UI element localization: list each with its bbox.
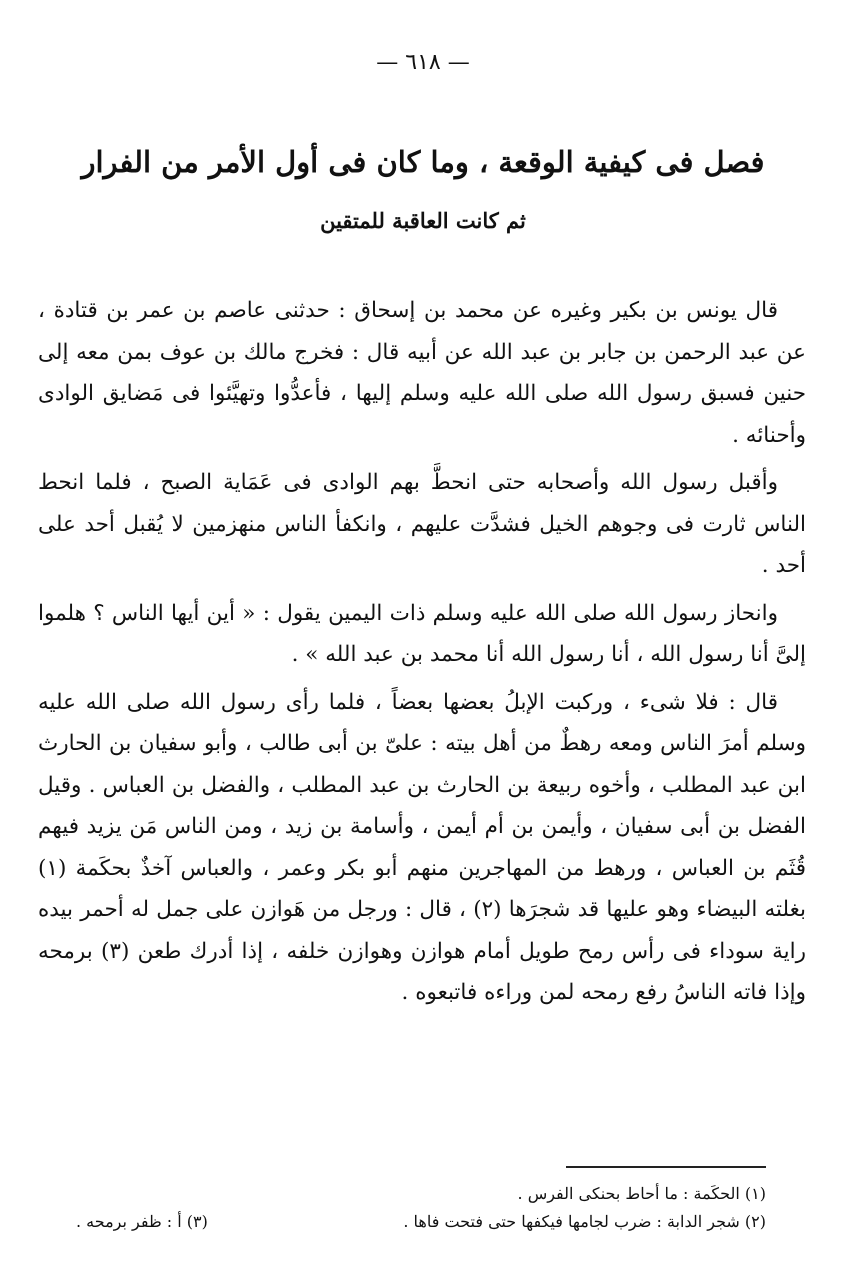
footnote-row <box>76 1208 766 1236</box>
paragraph: قال يونس بن بكير وغيره عن محمد بن إسحاق : حدثنى عاصم بن عمر بن قتادة ، عن عبد الرحمن بن جابر بن عبد الله عن أبيه قال : فخرج مالك بن عوف بمن معه إلى حنين فسبق رسول الله صلى الله عليه وسلم إليها ، فأعدُّوا وتهيَّئوا فى مَضايق الوادى وأحنائه . <box>38 298 806 448</box>
footnote-2: (٢) شجر الدابة : ضرب لجامها فيكفها حتى فتحت فاها . <box>403 1212 766 1231</box>
body-text <box>38 290 806 1014</box>
section-title: فصل فى كيفية الوقعة ، وما كان فى أول الأمر من الفرار <box>81 145 765 179</box>
page-number: — ٦١٨ — <box>376 50 470 75</box>
footnote-divider <box>566 1166 766 1168</box>
paragraph: قال : فلا شىء ، وركبت الإبلُ بعضها بعضاً ، فلما رأى رسول الله صلى الله عليه وسلم أمرَ الناس ومعه رهطٌ من أهل بيته : علىّ بن أبى طالب ، وأبو سفيان بن الحارث ابن عبد المطلب ، وأخوه ربيعة بن الحارث بن عبد المطلب ، والفضل بن العباس . وقيل الفضل بن أبى سفيان ، وأيمن بن أم أيمن ، وأسامة بن زيد ، ومن الناس مَن يزيد فيهم قُثَم بن العباس ، ورهط من المهاجرين منهم أبو بكر وعمر ، والعباس آخذٌ بحكَمة (١) بغلته البيضاء وهو عليها قد شجرَها (٢) ، قال : ورجل من هَوازن على جمل له أحمر بيده راية سوداء فى رأس رمح طويل أمام هوازن وهوازن خلفه ، إذا أدرك طعن (٣) برمحه وإذا فاته الناسُ رفع رمحه لمن وراءه فاتبعوه . <box>38 689 806 1005</box>
paragraph: وأقبل رسول الله وأصحابه حتى انحطَّ بهم الوادى فى عَمَاية الصبح ، فلما انحط الناس ثارت فى وجوهم الخيل فشدَّت عليهم ، وانكفأ الناس منهزمين لا يُقبل أحد على أحد . <box>38 470 806 578</box>
footnote-1: (١) الحكَمة : ما أحاط بحنكى الفرس . <box>517 1184 766 1203</box>
footnote-3: (٣) أ : ظفر برمحه . <box>76 1212 208 1231</box>
paragraph: وانحاز رسول الله صلى الله عليه وسلم ذات اليمين يقول : « أين أيها الناس ؟ هلموا إلىَّ أنا رسول الله ، أنا رسول الله أنا محمد بن عبد الله » . <box>38 600 806 667</box>
section-subtitle: ثم كانت العاقبة للمتقين <box>320 208 526 233</box>
footnotes <box>76 1180 766 1236</box>
